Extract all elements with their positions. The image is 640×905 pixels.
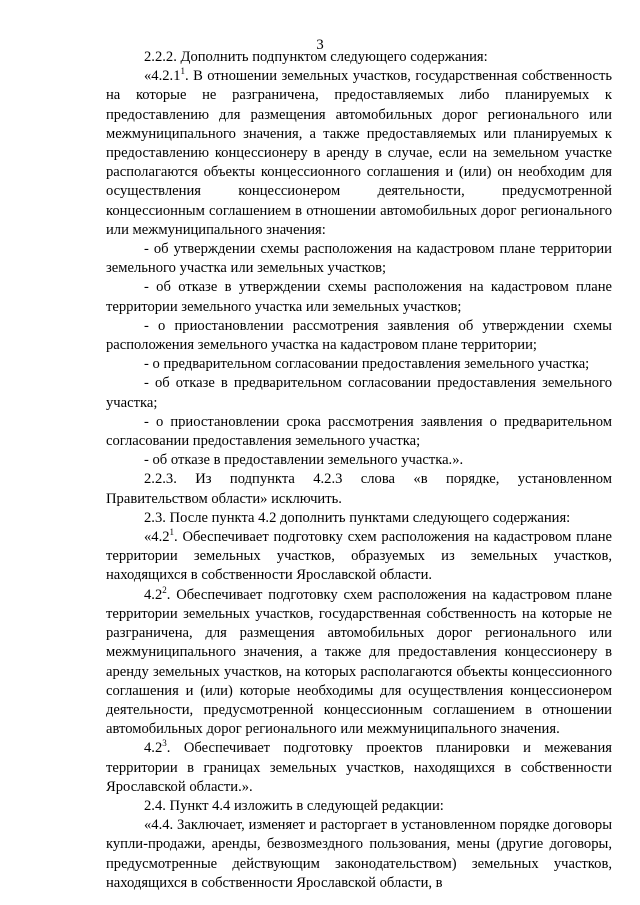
superscript-index: 2 xyxy=(162,584,167,595)
paragraph-text: 4.2 xyxy=(144,586,163,603)
paragraph xyxy=(106,48,612,67)
document-body xyxy=(106,48,612,893)
paragraph-text: 2.2.3. Из подпункта 4.2.3 слова «в порядке, установленном Правительством области» исключить. xyxy=(106,471,612,507)
paragraph xyxy=(106,739,612,797)
paragraph xyxy=(106,451,612,470)
paragraph-text: «4.4. Заключает, изменяет и расторгает в установленном порядке договоры купли-продажи, аренды, безвозмездного пользования, мены (другие договоры, предусмотренные действующим законодательством) земельных участков, находящихся в собственности Ярославской области, в xyxy=(106,817,612,891)
paragraph-text-continued: . Обеспечивает подготовку проектов планировки и межевания территории в границах земельных участков, находящихся в собственности Ярославской области.». xyxy=(106,740,612,795)
paragraph xyxy=(106,797,612,816)
paragraph-text: - об отказе в предварительном согласовании предоставления земельного участка; xyxy=(106,375,612,411)
paragraph xyxy=(106,528,612,586)
paragraph xyxy=(106,816,612,893)
paragraph-text-continued: . Обеспечивает подготовку схем расположения на кадастровом плане территории земельных участков, государственная собственность на которые не разграничена, для размещения автомобильных дорог регионального или межмуниципального значения, а также для предоставления концессионеру в аренду земельных участков, на которых располагаются объекты концессионного соглашения и (или) которые необходимы для осуществления концессионером деятельности, предусмотренной концессионным соглашением в отношении автомобильных дорог регионального или межмуниципального значения. xyxy=(106,586,612,738)
paragraph-text: - об отказе в предоставлении земельного участка.». xyxy=(144,452,464,469)
paragraph xyxy=(106,470,612,508)
paragraph xyxy=(106,509,612,528)
paragraph-text: 2.3. После пункта 4.2 дополнить пунктами следующего содержания: xyxy=(144,509,571,526)
paragraph-text: - об утверждении схемы расположения на кадастровом плане территории земельного участка или земельных участков; xyxy=(106,241,612,277)
paragraph-text: - о приостановлении рассмотрения заявления об утверждении схемы расположения земельного участка на кадастровом плане территории; xyxy=(106,317,612,354)
paragraph xyxy=(106,374,612,412)
paragraph-text: - о предварительном согласовании предоставления земельного участка; xyxy=(144,356,590,373)
paragraph-text: 4.2 xyxy=(144,740,163,757)
superscript-index: 1 xyxy=(180,66,185,77)
paragraph xyxy=(106,240,612,278)
paragraph xyxy=(106,67,612,240)
paragraph-text: 2.4. Пункт 4.4 изложить в следующей редакции: xyxy=(144,797,444,814)
superscript-index: 1 xyxy=(169,527,175,538)
paragraph xyxy=(106,317,612,355)
paragraph xyxy=(106,355,612,374)
paragraph-text: - о приостановлении срока рассмотрения заявления о предварительном согласовании предоставления земельного участка; xyxy=(106,413,612,450)
paragraph xyxy=(106,278,612,316)
paragraph-text-continued: . В отношении земельных участков, государственная собственность на которые не разграничена, предоставляемых либо планируемых к предоставлению для размещения автомобильных дорог регионального или межмуниципального значения, а также предоставляемых или планируемых к предоставлению концессионеру в аренду в случае, если на земельном участке располагаются объекты концессионного соглашения и (или) он необходим для осуществления концессионером деятельности, предусмотренной концессионным соглашением в отношении автомобильных дорог регионального или межмуниципального значения: xyxy=(106,68,612,238)
paragraph-text: 2.2.2. Дополнить подпунктом следующего содержания: xyxy=(144,49,488,65)
paragraph-text-continued: . Обеспечивает подготовку схем расположения на кадастровом плане территории земельных участков, образуемых из земельных участков, находящихся в собственности Ярославской области. xyxy=(106,529,612,584)
paragraph-text: - об отказе в утверждении схемы расположения на кадастровом плане территории земельного участка или земельных участков; xyxy=(106,279,612,315)
paragraph xyxy=(106,413,612,451)
superscript-index: 3 xyxy=(162,738,167,749)
paragraph xyxy=(106,586,612,740)
page-number: 3 xyxy=(316,37,324,53)
paragraph-text: «4.2.1 xyxy=(144,68,181,85)
paragraph-text: «4.2 xyxy=(144,529,170,546)
